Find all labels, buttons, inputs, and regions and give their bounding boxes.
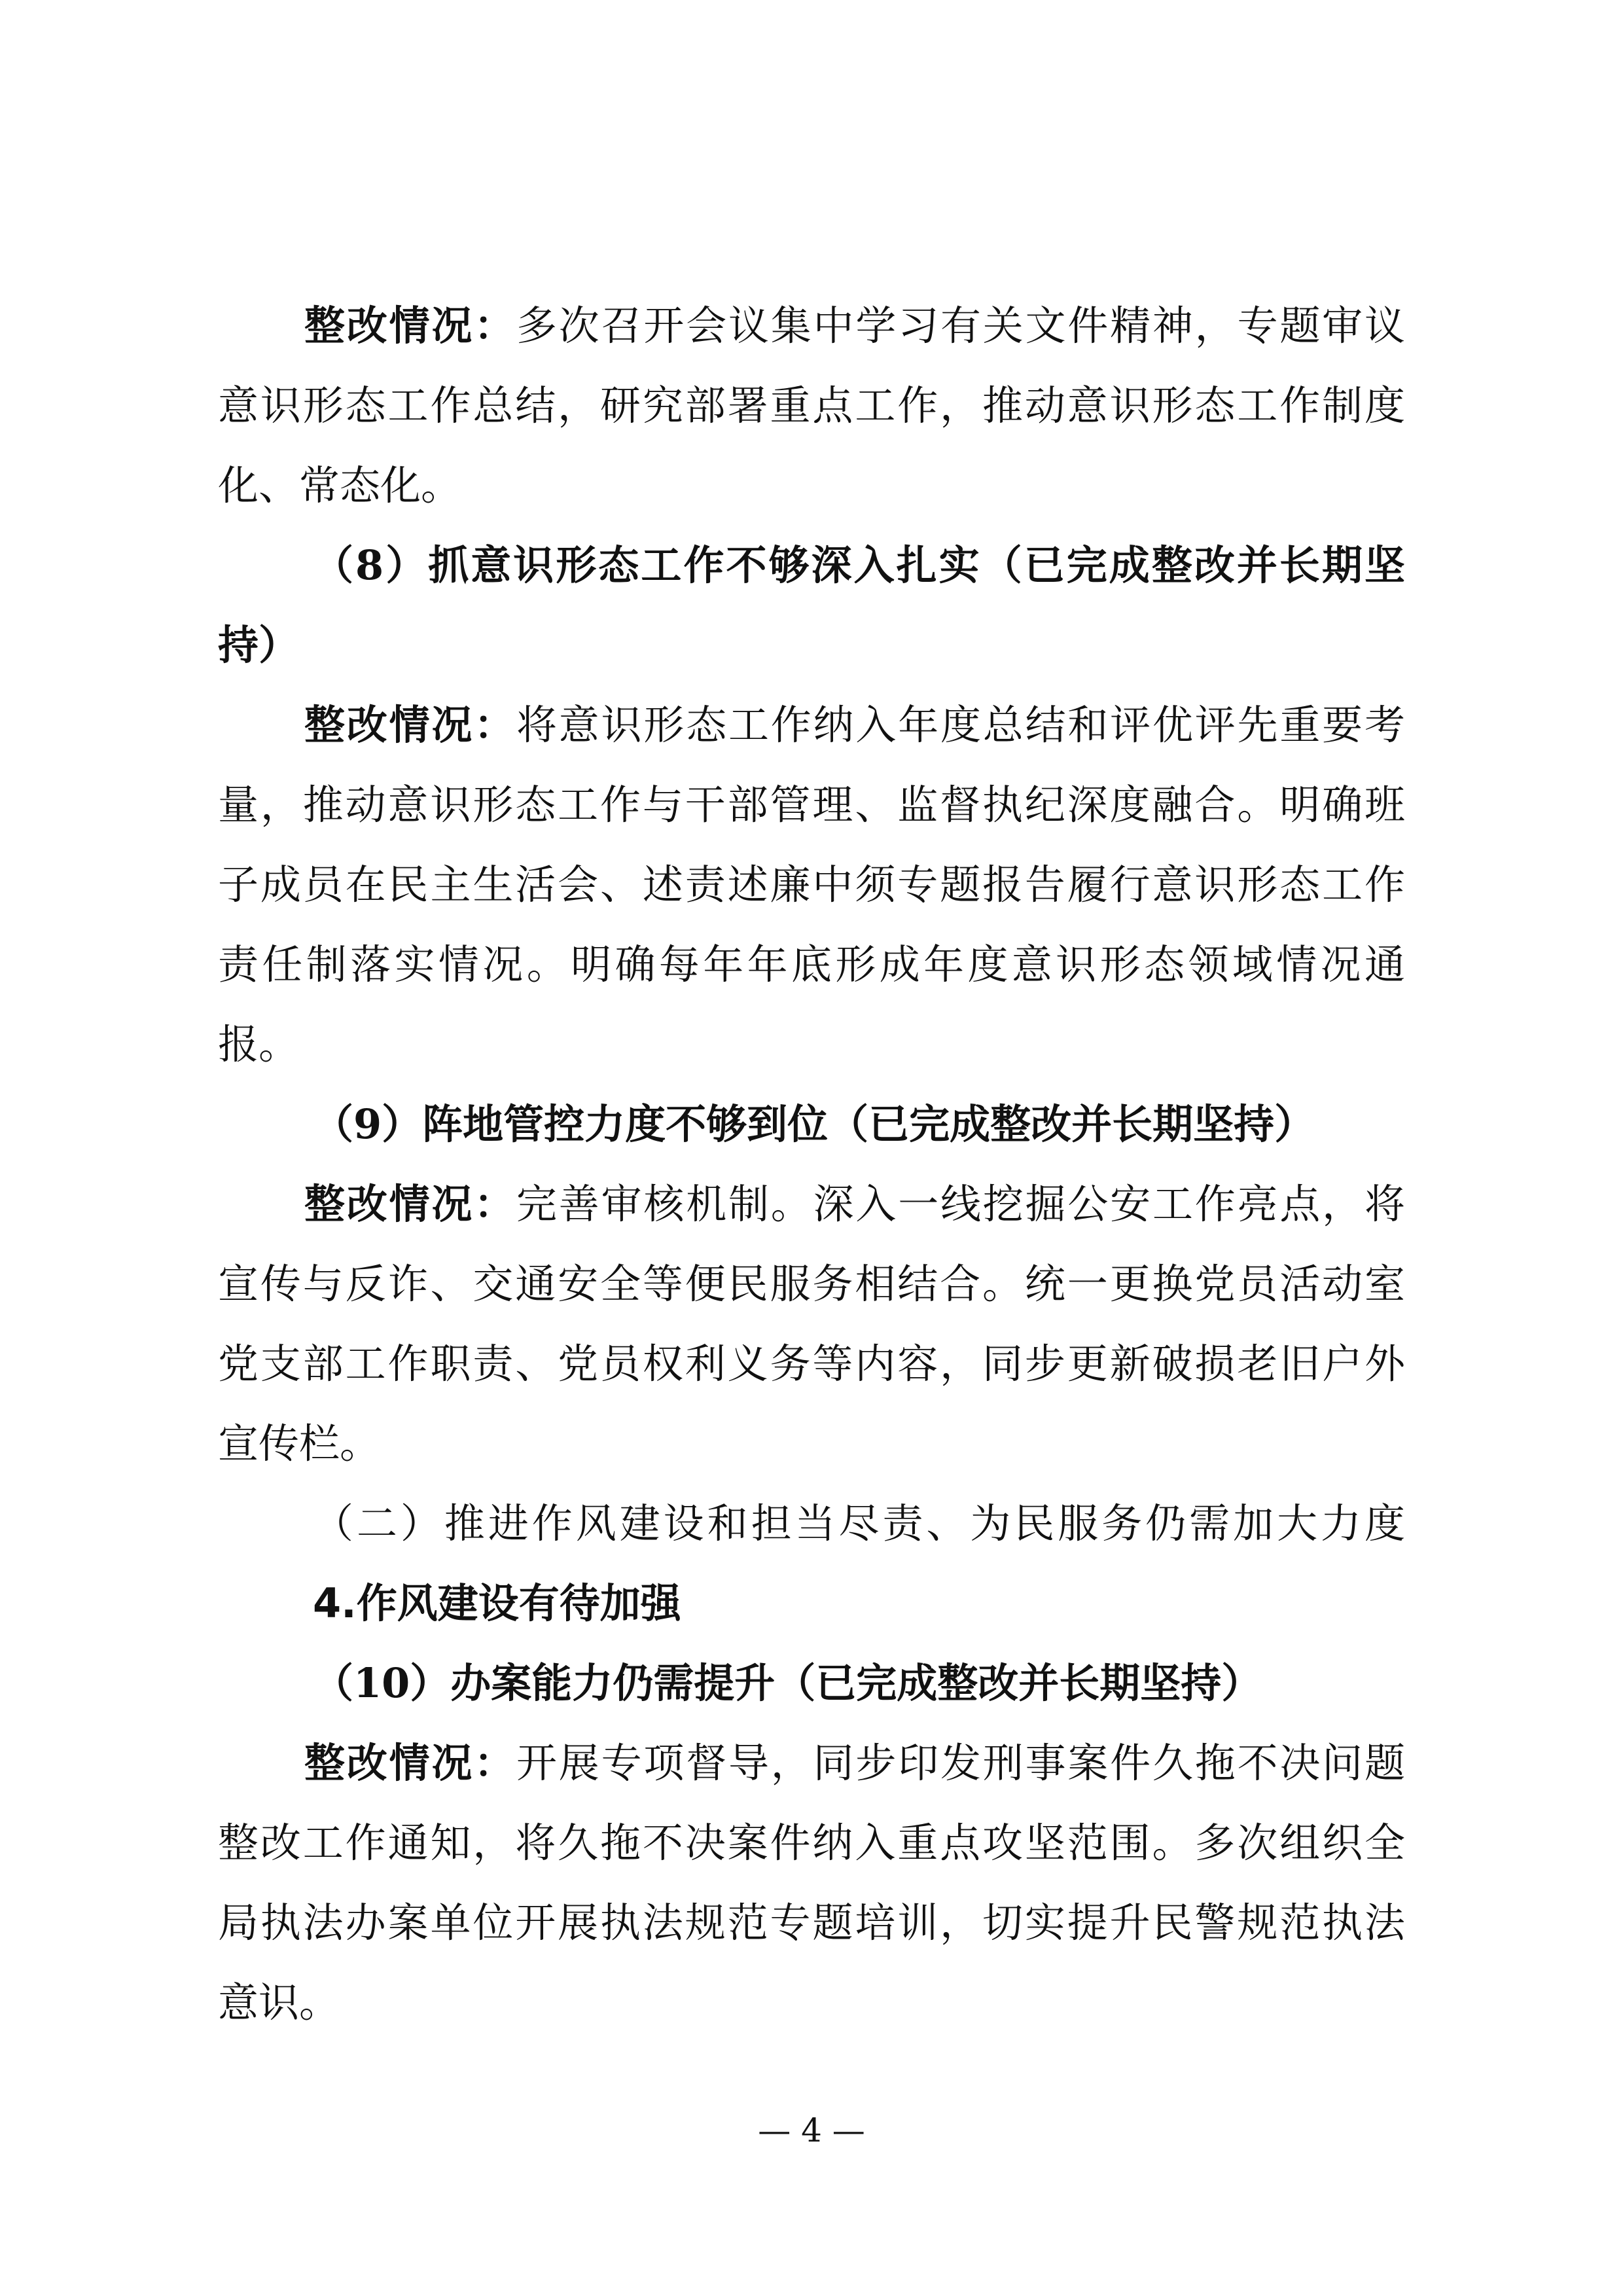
rectification-label: 整改情况： (304, 1739, 516, 1787)
item-10-heading: （10）办案能力仍需提升（已完成整改并长期坚持） (313, 1659, 1262, 1707)
subsection-4-heading: 4.作风建设有待加强 (313, 1579, 681, 1627)
paragraph-2-line-1: 整改情况：将意识形态工作纳入年度总结和评优评先重要考 (304, 701, 1405, 749)
item-8-heading-line-1: （8）抓意识形态工作不够深入扎实（已完成整改并长期坚 (313, 541, 1405, 589)
paragraph-2-line-5: 报。 (218, 1020, 300, 1068)
paragraph-2-line-3: 子成员在民主生活会、述责述廉中须专题报告履行意识形态工作 (218, 861, 1405, 908)
rectification-label: 整改情况： (304, 1180, 516, 1228)
paragraph-1-line-1: 整改情况：多次召开会议集中学习有关文件精神，专题审议 (304, 302, 1405, 350)
paragraph-2-line-2: 量，推动意识形态工作与干部管理、监督执纪深度融合。明确班 (218, 781, 1405, 829)
paragraph-4-line-3: 局执法办案单位开展执法规范专题培训，切实提升民警规范执法 (218, 1899, 1405, 1946)
section-2-heading: （二）推进作风建设和担当尽责、为民服务仍需加大力度 (313, 1499, 1405, 1547)
item-8-heading-line-2: 持） (218, 621, 300, 669)
paragraph-3-line-1: 整改情况：完善审核机制。深入一线挖掘公安工作亮点，将 (304, 1180, 1405, 1228)
paragraph-2-line-4: 责任制落实情况。明确每年年底形成年度意识形态领域情况通 (218, 941, 1405, 988)
paragraph-4-line-1: 整改情况：开展专项督导，同步印发刑事案件久拖不决问题 (304, 1739, 1405, 1787)
rectification-label: 整改情况： (304, 302, 516, 350)
paragraph-1-line-2: 意识形态工作总结，研究部署重点工作，推动意识形态工作制度 (218, 382, 1405, 429)
paragraph-4-line-4: 意识。 (218, 1979, 340, 2026)
paragraph-3-line-3: 党支部工作职责、党员权利义务等内容，同步更新破损老旧户外 (218, 1340, 1405, 1388)
rectification-label: 整改情况： (304, 701, 516, 749)
paragraph-1-line-3: 化、常态化。 (218, 461, 462, 509)
item-9-heading: （9）阵地管控力度不够到位（已完成整改并长期坚持） (313, 1100, 1315, 1148)
paragraph-3-line-2: 宣传与反诈、交通安全等便民服务相结合。统一更换党员活动室 (218, 1260, 1405, 1308)
paragraph-3-line-4: 宣传栏。 (218, 1420, 381, 1467)
page-number: — 4 — (758, 2111, 865, 2149)
paragraph-4-line-2: 整改工作通知，将久拖不决案件纳入重点攻坚范围。多次组织全 (218, 1819, 1405, 1867)
